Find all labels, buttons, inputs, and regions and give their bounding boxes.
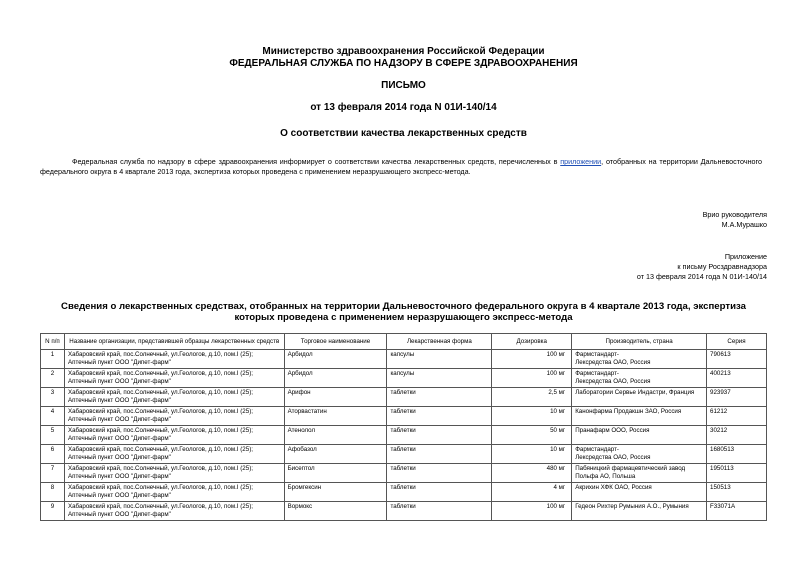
signer-name: М.А.Мурашко — [721, 220, 767, 229]
cell-manufacturer: Гедеон Рихтер Румыния А.О., Румыния — [572, 502, 707, 521]
header-number: N п/п — [41, 334, 65, 350]
cell-number: 1 — [41, 350, 65, 369]
intro-text-end: , отобранных на территории Дальневосточного федерального округа в 4 квартале 2013 года, экспертиза которых проведена с применением неразрушающего экспресс-метода. — [40, 157, 762, 176]
cell-series: 400213 — [707, 369, 767, 388]
cell-dosage-form: капсулы — [387, 369, 492, 388]
appendix-date: от 13 февраля 2014 года N 01И-140/14 — [636, 272, 767, 281]
table-row — [41, 388, 767, 407]
cell-series: 1950113 — [707, 464, 767, 483]
cell-dosage: 10 мг — [492, 445, 572, 464]
cell-series: 923937 — [707, 388, 767, 407]
cell-dosage-form: таблетки — [387, 445, 492, 464]
intro-text-start: Федеральная служба по надзору в сфере здравоохранения информирует о соответствии качества лекарственных средств, перечисленных в — [72, 157, 561, 166]
cell-organization: Хабаровский край, пос.Солнечный, ул.Геологов, д.10, пом.I (25); Аптечный пункт ООО "Дипет-фарм" — [64, 445, 284, 464]
cell-number: 7 — [41, 464, 65, 483]
header-dosage: Дозировка — [492, 334, 572, 350]
cell-trade-name: Аторвастатин — [284, 407, 387, 426]
table-row — [41, 502, 767, 521]
appendix-block — [637, 252, 767, 282]
ministry-name: Министерство здравоохранения Российской Федерации — [262, 46, 545, 57]
table-row — [41, 483, 767, 502]
cell-dosage: 4 мг — [492, 483, 572, 502]
cell-organization: Хабаровский край, пос.Солнечный, ул.Геологов, д.10, пом.I (25); Аптечный пункт ООО "Дипет-фарм" — [64, 350, 284, 369]
cell-manufacturer: Канонфарма Продакшн ЗАО, Россия — [572, 407, 707, 426]
cell-series: 30212 — [707, 426, 767, 445]
table-row — [41, 464, 767, 483]
table-header-row — [41, 334, 767, 350]
table-title: Сведения о лекарственных средствах, отобранных на территории Дальневосточного федерального округа в 4 квартале 2013 года, экспертиза которых проведена с применением неразрушающего экспресс-метода — [61, 301, 746, 323]
service-name: ФЕДЕРАЛЬНАЯ СЛУЖБА ПО НАДЗОРУ В СФЕРЕ ЗДРАВООХРАНЕНИЯ — [229, 58, 578, 69]
cell-series: 150513 — [707, 483, 767, 502]
cell-manufacturer: Фармстандарт- Лексредства ОАО, Россия — [572, 445, 707, 464]
cell-dosage: 10 мг — [492, 407, 572, 426]
document-date-number: от 13 февраля 2014 года N 01И-140/14 — [310, 102, 497, 113]
signer-position: Врио руководителя — [702, 210, 767, 219]
appendix-label: Приложение — [724, 252, 767, 261]
header-trade-name: Торговое наименование — [284, 334, 387, 350]
cell-number: 5 — [41, 426, 65, 445]
cell-number: 8 — [41, 483, 65, 502]
medicines-table — [40, 333, 767, 521]
cell-dosage-form: таблетки — [387, 407, 492, 426]
cell-manufacturer: Пабяницкий фармацевтический завод Польфа АО, Польша — [572, 464, 707, 483]
cell-dosage: 100 мг — [492, 502, 572, 521]
cell-dosage: 2,5 мг — [492, 388, 572, 407]
table-row — [41, 350, 767, 369]
cell-organization: Хабаровский край, пос.Солнечный, ул.Геологов, д.10, пом.I (25); Аптечный пункт ООО "Дипет-фарм" — [64, 369, 284, 388]
document-type: ПИСЬМО — [381, 80, 426, 91]
cell-organization: Хабаровский край, пос.Солнечный, ул.Геологов, д.10, пом.I (25); Аптечный пункт ООО "Дипет-фарм" — [64, 502, 284, 521]
table-row — [41, 426, 767, 445]
cell-number: 4 — [41, 407, 65, 426]
table-row — [41, 407, 767, 426]
cell-dosage-form: таблетки — [387, 388, 492, 407]
cell-number: 2 — [41, 369, 65, 388]
cell-number: 9 — [41, 502, 65, 521]
cell-trade-name: Арбидол — [284, 369, 387, 388]
appendix-link[interactable]: приложении — [560, 157, 602, 166]
cell-manufacturer: Акрихин ХФК ОАО, Россия — [572, 483, 707, 502]
header-organization: Название организации, представившей образцы лекарственных средств — [64, 334, 284, 350]
header-dosage-form: Лекарственная форма — [387, 334, 492, 350]
cell-trade-name: Арифон — [284, 388, 387, 407]
header-series: Серия — [707, 334, 767, 350]
cell-organization: Хабаровский край, пос.Солнечный, ул.Геологов, д.10, пом.I (25); Аптечный пункт ООО "Дипет-фарм" — [64, 426, 284, 445]
appendix-reference: к письму Росздравнадзора — [677, 262, 767, 271]
intro-paragraph — [40, 157, 762, 177]
cell-dosage: 100 мг — [492, 369, 572, 388]
cell-trade-name: Бромгексин — [284, 483, 387, 502]
table-row — [41, 369, 767, 388]
cell-manufacturer: Пранафарм ООО, Россия — [572, 426, 707, 445]
cell-number: 6 — [41, 445, 65, 464]
cell-dosage: 100 мг — [492, 350, 572, 369]
cell-number: 3 — [41, 388, 65, 407]
cell-trade-name: Бисептол — [284, 464, 387, 483]
cell-manufacturer: Лаборатории Сервье Индастри, Франция — [572, 388, 707, 407]
cell-trade-name: Арбидол — [284, 350, 387, 369]
cell-manufacturer: Фармстандарт- Лексредства ОАО, Россия — [572, 350, 707, 369]
cell-series: F33071A — [707, 502, 767, 521]
cell-organization: Хабаровский край, пос.Солнечный, ул.Геологов, д.10, пом.I (25); Аптечный пункт ООО "Дипет-фарм" — [64, 407, 284, 426]
cell-dosage: 50 мг — [492, 426, 572, 445]
cell-dosage-form: таблетки — [387, 426, 492, 445]
cell-dosage-form: таблетки — [387, 464, 492, 483]
cell-organization: Хабаровский край, пос.Солнечный, ул.Геологов, д.10, пом.I (25); Аптечный пункт ООО "Дипет-фарм" — [64, 464, 284, 483]
cell-organization: Хабаровский край, пос.Солнечный, ул.Геологов, д.10, пом.I (25); Аптечный пункт ООО "Дипет-фарм" — [64, 483, 284, 502]
cell-dosage: 480 мг — [492, 464, 572, 483]
cell-manufacturer: Фармстандарт- Лексредства ОАО, Россия — [572, 369, 707, 388]
cell-dosage-form: таблетки — [387, 483, 492, 502]
cell-dosage-form: таблетки — [387, 502, 492, 521]
cell-dosage-form: капсулы — [387, 350, 492, 369]
cell-series: 61212 — [707, 407, 767, 426]
table-row — [41, 445, 767, 464]
cell-trade-name: Вормокс — [284, 502, 387, 521]
cell-trade-name: Афобазол — [284, 445, 387, 464]
cell-organization: Хабаровский край, пос.Солнечный, ул.Геологов, д.10, пом.I (25); Аптечный пункт ООО "Дипет-фарм" — [64, 388, 284, 407]
signature-block — [703, 210, 767, 230]
document-subject: О соответствии качества лекарственных средств — [280, 128, 527, 139]
header-manufacturer: Производитель, страна — [572, 334, 707, 350]
cell-trade-name: Атенолол — [284, 426, 387, 445]
cell-series: 1680513 — [707, 445, 767, 464]
cell-series: 790613 — [707, 350, 767, 369]
